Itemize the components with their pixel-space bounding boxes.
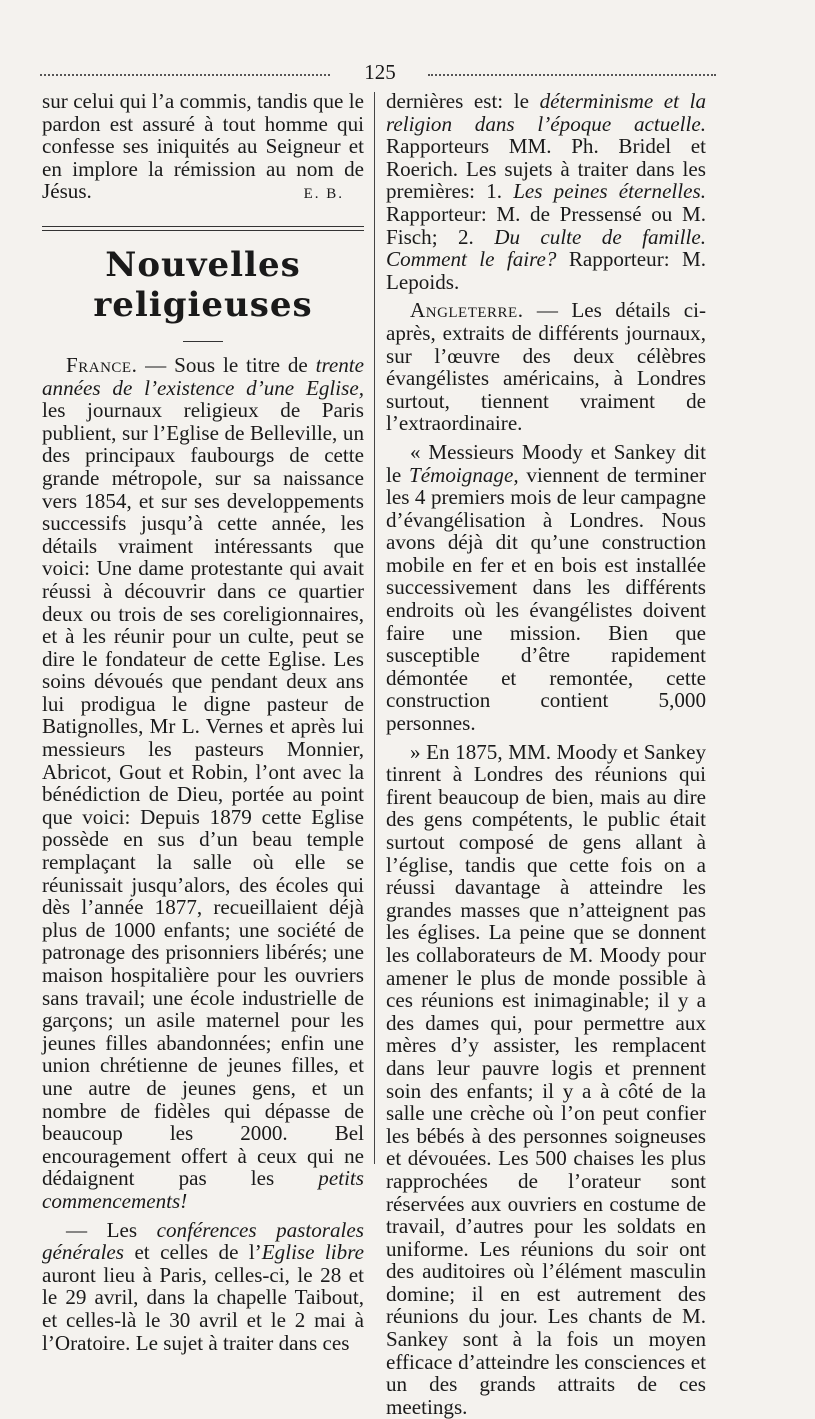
- continuation-paragraph: [42, 90, 364, 203]
- conferences-italic-2: Eglise libre: [261, 1240, 364, 1265]
- title-underline: [183, 341, 223, 342]
- france-italic-1: trente années de l’existence d’une Eglise,: [42, 352, 364, 400]
- right-cont-text-1: dernières est: le: [386, 89, 540, 113]
- conferences-italic-1: conférences pastorales générales: [42, 1217, 364, 1265]
- conferences-paragraph: [42, 1219, 364, 1355]
- column-divider: [374, 92, 375, 1164]
- header-rule-left: [40, 74, 330, 76]
- section-title: Nouvelles religieuses: [93, 244, 313, 325]
- author-signature: E. B.: [303, 186, 344, 203]
- france-label: France.: [66, 352, 138, 377]
- quote-paragraph-2: » En 1875, MM. Moody et Sankey tinrent à Londres des réunions qui firent beaucoup de bien, mais au dire des gens compétents, le public était surtout composé de gens allant à l’église, tandis que cette fois on a réussi davantage à atteindre les grandes masses que n’atteignent pas les églises. La peine que se donnent les collaborateurs de M. Moody pour amener le plus de monde possible à ces réunions est inimaginable; il y a des dames qui, pour permettre aux mères d’y assister, les remplacent dans leur pauvre logis et prennent soin des enfants; il y a à côté de la salle une crèche où l’on peut confier les bébés à des personnes soigneuses et dévouées. Les 500 chaises les plus rapprochées de l’orateur sont réservées aux ouvriers en costume de travail, d’autres pour les soldats en uniforme. Les réunions du soir ont des auditoires où l’élément masculin domine; il en est autrement des réunions du jour. Les chants de M. Sankey sont à la fois un moyen efficace d’atteindre les consciences et un des grands attraits de ces meetings.: [386, 739, 706, 1419]
- left-column: [42, 90, 364, 1354]
- quote1-text-2: viennent de terminer les 4 premiers mois de leur campagne d’évangélisation à Londres. Nous avons déjà dit qu’une construction mobile en fer et en bois est installée successivement dans les différents endroits où les évangélistes doivent faire une mission. Bien que susceptible d’être rapidement démontée et remontée, cette construction contient 5,000 personnes.: [386, 462, 706, 736]
- angleterre-paragraph: [386, 299, 706, 435]
- header-rule-right: [428, 74, 716, 76]
- right-cont-italic-3: Du culte de famille. Comment le faire?: [386, 224, 706, 272]
- france-text-1: — Sous le titre de: [137, 352, 316, 377]
- france-italic-2: petits commencements!: [42, 1166, 364, 1213]
- right-cont-text-2: Rapporteurs MM. Ph. Bridel et Roerich. Les sujets à traiter dans les premières: 1.: [386, 134, 706, 204]
- page-header: [40, 60, 716, 86]
- right-cont-text-4: Rapporteur: M. Lepoids.: [386, 247, 706, 294]
- right-continuation-paragraph: [386, 90, 706, 293]
- conferences-text-1: — Les: [66, 1217, 157, 1242]
- right-column: [386, 90, 706, 1418]
- france-text-2: les journaux religieux de Paris publient, sur l’Eglise de Belleville, un des principaux faubourgs de cette grande métropole, sur sa naissance vers 1854, et sur ses developpements successifs jusqu’à cette année, les détails vraiment intéressants que voici: Une dame protestante qui avait réussi à découvrir dans ce quartier deux ou trois de ses coreligionnaires, et à les réunir pour un culte, peut se dire le fondateur de cette Eglise. Les soins dévoués que pendant deux ans lui prodigua le digne pasteur de Batignolles, Mr L. Vernes et après lui messieurs les pasteurs Monnier, Abricot, Gout et Robin, l’ont avec la bénédiction de Dieu, portée au point que voici: Depuis 1879 cette Eglise possède en sus d’un beau temple remplaçant la salle où elle se réunissait jusqu’alors, des écoles qui dès l’année 1877, recueillaient déjà plus de 1000 enfants; une société de patronage des prisonniers libérés; une maison hospitalière pour les ouvriers sans travail; une école industrielle de garçons; un asile maternel pour les jeunes filles abandonnées; enfin une union chrétienne de jeunes filles, et une autre de jeunes gens, et un nombre de fidèles qui dépasse de beaucoup les 2000. Bel encouragement offert à ceux qui ne dédaignent pas les: [42, 398, 364, 1191]
- france-paragraph: [42, 354, 364, 1213]
- section-separator: [42, 226, 364, 231]
- angleterre-label: Angleterre.: [410, 298, 524, 323]
- quote-paragraph-1: [386, 441, 706, 735]
- right-cont-italic-2: Les peines éternelles.: [513, 179, 706, 204]
- right-cont-italic-1: déterminisme et la religion dans l’époque actuelle.: [386, 89, 706, 136]
- continuation-text: sur celui qui l’a commis, tandis que le pardon est assuré à tout homme qui confesse ses iniquités au Seigneur et en implore la rémission au nom de Jésus.: [42, 89, 364, 204]
- quote1-italic-1: Témoignage,: [409, 462, 519, 487]
- quote1-text-1: « Messieurs Moody et Sankey dit le: [386, 439, 706, 487]
- conferences-text-2: et celles de l’: [124, 1240, 262, 1265]
- angleterre-text: — Les détails ci-après, extraits de différents journaux, sur l’œuvre des deux célèbres évangélistes américains, à Londres surtout, tiennent vraiment de l’extraordinaire.: [386, 298, 706, 436]
- right-cont-text-3: Rapporteur: M. de Pressensé ou M. Fisch; 2.: [386, 201, 706, 249]
- conferences-text-3: auront lieu à Paris, celles-ci, le 28 et le 29 avril, dans la chapelle Taibout, et celles-là le 30 avril et le 2 mai à l’Oratoire. Le sujet à traiter dans ces: [42, 1262, 364, 1355]
- page-number: 125: [364, 60, 396, 84]
